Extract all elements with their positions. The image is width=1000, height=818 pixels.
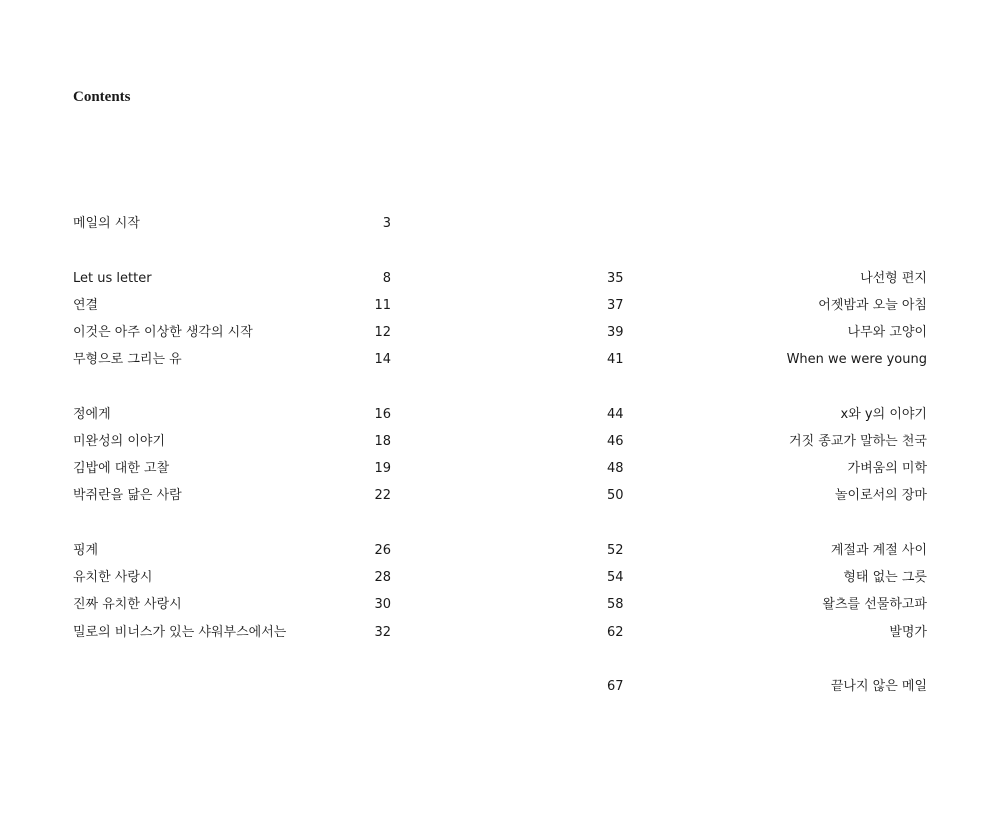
toc-entry[interactable] — [73, 405, 391, 425]
toc-entry-title: 가벼움의 미학 — [847, 461, 927, 476]
toc-entry[interactable] — [73, 432, 391, 452]
toc-entry-page: 62 — [607, 625, 624, 640]
toc-entry-page: 54 — [607, 570, 624, 585]
toc-entry-title: 끝나지 않은 메일 — [830, 679, 927, 694]
toc-entry[interactable] — [73, 269, 391, 289]
toc-entry-title: 놀이로서의 장마 — [834, 488, 927, 503]
toc-entry[interactable] — [607, 677, 927, 697]
toc-entry-title: 거짓 종교가 말하는 천국 — [789, 434, 927, 449]
toc-entry[interactable] — [607, 405, 927, 425]
toc-entry-page: 28 — [374, 570, 391, 585]
toc-entry-page: 32 — [374, 625, 391, 640]
toc-entry-title: 이것은 아주 이상한 생각의 시작 — [73, 325, 253, 340]
toc-entry-title: x와 y의 이야기 — [840, 407, 927, 422]
toc-entry[interactable] — [73, 350, 391, 370]
toc-entry-page: 52 — [607, 543, 624, 558]
toc-entry[interactable] — [73, 541, 391, 561]
toc-entry-title: Let us letter — [73, 271, 152, 286]
toc-entry-page: 58 — [607, 597, 624, 612]
toc-entry-page: 67 — [607, 679, 624, 694]
toc-entry-page: 3 — [382, 216, 391, 231]
toc-entry[interactable] — [607, 541, 927, 561]
toc-entry[interactable] — [73, 459, 391, 479]
toc-entry-title: 유치한 사랑시 — [73, 570, 153, 585]
toc-entry-title: 진짜 유치한 사랑시 — [73, 597, 182, 612]
toc-entry[interactable] — [73, 296, 391, 316]
toc-entry-title: 미완성의 이야기 — [73, 434, 166, 449]
toc-entry-page: 44 — [607, 407, 624, 422]
toc-entry[interactable] — [73, 323, 391, 343]
toc-entry-page: 26 — [374, 543, 391, 558]
toc-entry-page: 48 — [607, 461, 624, 476]
toc-entry-page: 41 — [607, 352, 624, 367]
toc-entry[interactable] — [73, 595, 391, 615]
toc-entry-page: 11 — [374, 298, 391, 313]
toc-entry-title: 연결 — [73, 298, 99, 313]
toc-entry[interactable] — [73, 568, 391, 588]
toc-entry[interactable] — [607, 595, 927, 615]
toc-entry-page: 18 — [374, 434, 391, 449]
toc-entry-page: 12 — [374, 325, 391, 340]
toc-entry-title: 메일의 시작 — [73, 216, 140, 231]
toc-entry-title: 박쥐란을 닮은 사람 — [73, 488, 182, 503]
toc-entry[interactable] — [607, 296, 927, 316]
toc-entry-page: 37 — [607, 298, 624, 313]
toc-entry-page: 16 — [374, 407, 391, 422]
toc-entry[interactable] — [607, 568, 927, 588]
toc-entry[interactable] — [607, 323, 927, 343]
toc-entry[interactable] — [607, 623, 927, 643]
page-title: Contents — [73, 89, 131, 105]
toc-entry-page: 35 — [607, 271, 624, 286]
toc-entry-page: 30 — [374, 597, 391, 612]
toc-entry-title: 밀로의 비너스가 있는 샤워부스에서는 — [73, 625, 287, 640]
toc-entry-page: 19 — [374, 461, 391, 476]
toc-entry[interactable] — [607, 350, 927, 370]
toc-entry-title: 김밥에 대한 고찰 — [73, 461, 170, 476]
toc-entry-title: 나선형 편지 — [860, 271, 927, 286]
toc-entry-page: 22 — [374, 488, 391, 503]
toc-entry[interactable] — [607, 432, 927, 452]
toc-entry-title: 무형으로 그리는 유 — [73, 352, 182, 367]
toc-entry-title: 어젯밤과 오늘 아침 — [818, 298, 927, 313]
toc-entry-page: 8 — [382, 271, 391, 286]
toc-entry[interactable] — [73, 623, 391, 643]
toc-entry[interactable] — [607, 269, 927, 289]
toc-entry[interactable] — [73, 486, 391, 506]
toc-entry[interactable] — [73, 214, 391, 234]
toc-entry-title: 핑계 — [73, 543, 99, 558]
toc-entry-title: 정에게 — [73, 407, 111, 422]
toc-entry-page: 50 — [607, 488, 624, 503]
toc-entry-title: 나무와 고양이 — [847, 325, 927, 340]
toc-entry-title: 발명가 — [889, 625, 927, 640]
toc-entry[interactable] — [607, 459, 927, 479]
toc-entry-page: 14 — [374, 352, 391, 367]
toc-entry-title: 왈츠를 선물하고파 — [822, 597, 927, 612]
toc-entry-page: 46 — [607, 434, 624, 449]
toc-entry-page: 39 — [607, 325, 624, 340]
toc-entry-title: 형태 없는 그릇 — [843, 570, 927, 585]
toc-entry-title: 계절과 계절 사이 — [830, 543, 927, 558]
toc-entry-title: When we were young — [786, 352, 927, 367]
toc-entry[interactable] — [607, 486, 927, 506]
